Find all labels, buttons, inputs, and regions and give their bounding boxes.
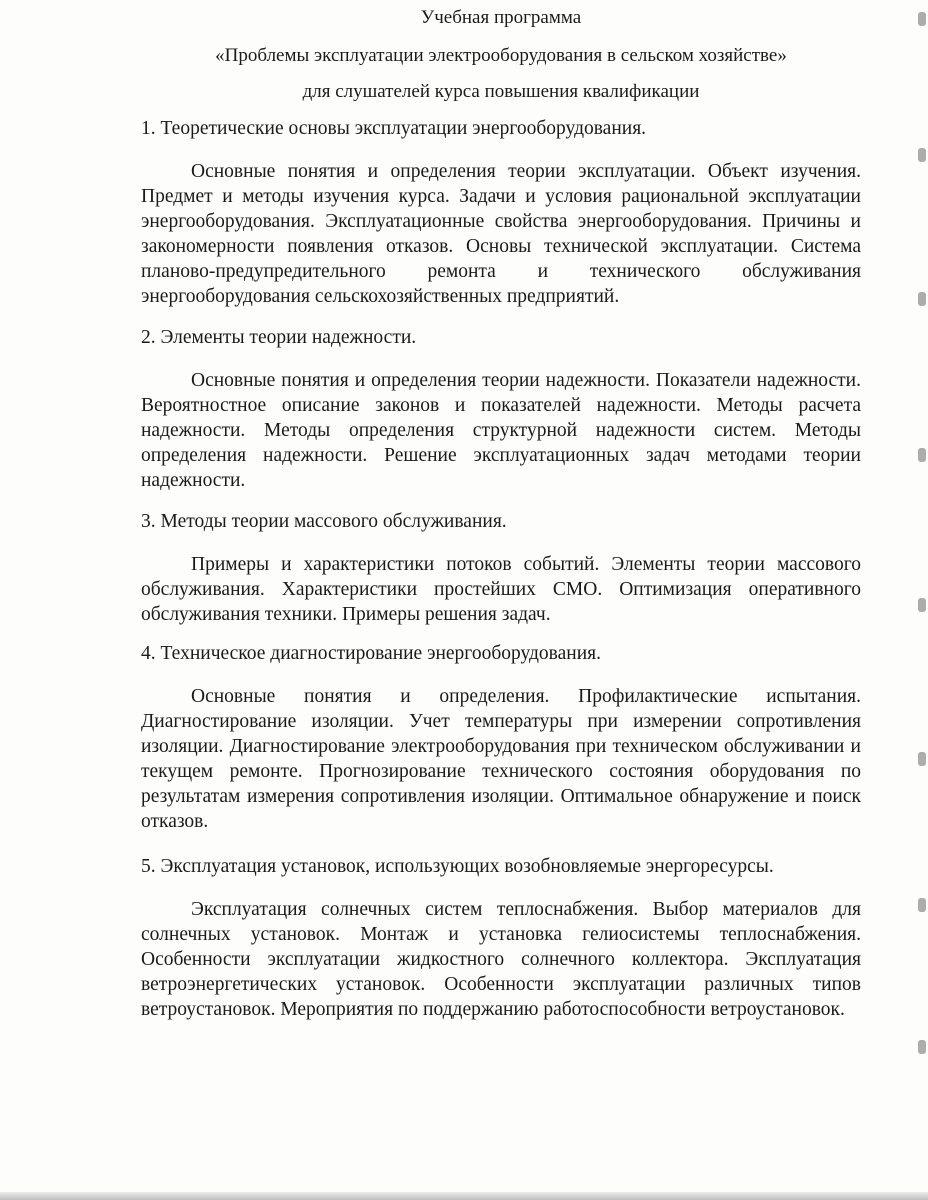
section-4 [141, 641, 861, 834]
scan-punch-mark [918, 1040, 926, 1054]
scan-punch-mark [918, 292, 926, 306]
section-2 [141, 325, 861, 493]
section-heading: 3. Методы теории массового обслуживания. [141, 511, 507, 532]
scan-punch-mark [918, 898, 926, 912]
scan-punch-mark [918, 752, 926, 766]
section-body: Примеры и характеристики потоков событий. Элементы теории массового обслуживания. Характеристики простейших СМО. Оптимизация оперативного обслуживания техники. Примеры решения задач. [141, 554, 861, 625]
scan-bottom-edge [0, 1192, 928, 1200]
section-1 [141, 116, 861, 309]
section-3 [141, 509, 861, 627]
section-heading: 1. Теоретические основы эксплуатации энергооборудования. [141, 118, 647, 139]
scan-punch-mark [918, 12, 926, 26]
scan-punch-mark [918, 448, 926, 462]
document-title: Учебная программа [420, 7, 582, 28]
section-body: Основные понятия и определения. Профилактические испытания. Диагностирование изоляции. Учет температуры при измерении сопротивления изоляции. Диагностирование электрооборудования при техническом обслуживании и текущем ремонте. Прогнозирование технического состояния оборудования по результатам измерения сопротивления изоляции. Оптимальное обнаружение и поиск отказов. [141, 686, 861, 832]
program-name: «Проблемы эксплуатации электрооборудования в сельском хозяйстве» [215, 45, 787, 66]
section-5 [141, 854, 861, 1022]
scan-punch-mark [918, 598, 926, 612]
section-heading: 2. Элементы теории надежности. [141, 327, 417, 348]
section-heading: 4. Техническое диагностирование энергооборудования. [141, 643, 601, 664]
audience-line: для слушателей курса повышения квалификации [302, 81, 700, 102]
section-body: Основные понятия и определения теории эксплуатации. Объект изучения. Предмет и методы изучения курса. Задачи и условия рациональной эксплуатации энергооборудования. Эксплуатационные свойства энергооборудования. Причины и закономерности появления отказов. Основы технической эксплуатации. Система планово-предупредительного ремонта и технического обслуживания энергооборудования сельскохозяйственных предприятий. [141, 161, 861, 307]
section-heading: 5. Эксплуатация установок, использующих возобновляемые энергоресурсы. [141, 856, 774, 877]
section-body: Эксплуатация солнечных систем теплоснабжения. Выбор материалов для солнечных установок. Монтаж и установка гелиосистемы теплоснабжения. Особенности эксплуатации жидкостного солнечного коллектора. Эксплуатация ветроэнергетических установок. Особенности эксплуатации различных типов ветроустановок. Мероприятия по поддержанию работоспособности ветроустановок. [141, 899, 861, 1020]
section-body: Основные понятия и определения теории надежности. Показатели надежности. Вероятностное описание законов и показателей надежности. Методы расчета надежности. Методы определения структурной надежности систем. Методы определения надежности. Решение эксплуатационных задач методами теории надежности. [141, 370, 861, 491]
scan-punch-mark [918, 148, 926, 162]
document-content [141, 6, 861, 1022]
